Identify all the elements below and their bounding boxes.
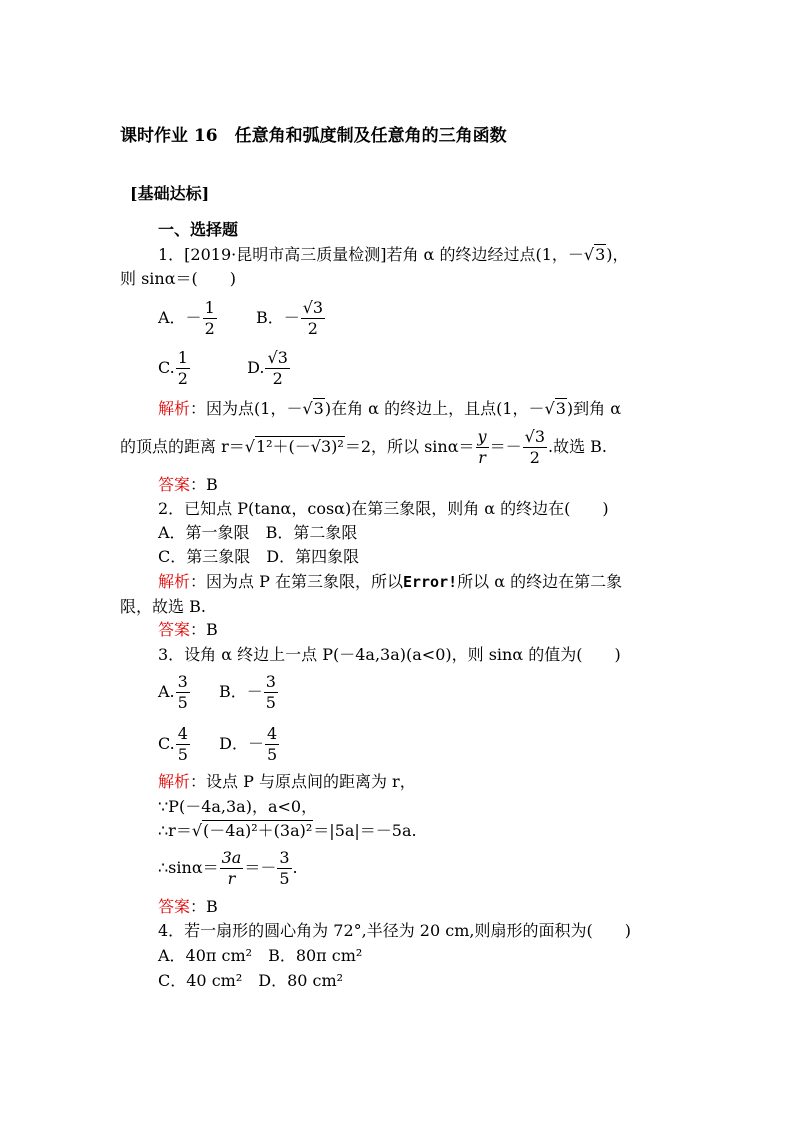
- q2-options-ab: A．第一象限 B．第二象限: [158, 523, 358, 542]
- fraction: $\frac{y}{r}$: [477, 427, 487, 467]
- fraction: $\frac{3a}{r}$: [221, 848, 242, 888]
- q2-stem: 2．已知点 P(tanα，cosα)在第三象限，则角 α 的终边在( ): [158, 499, 609, 518]
- answer-label: 答案: [158, 475, 191, 494]
- q2-explanation-line1: 解析：因为点 P 在第三象限，所以Error!所以 α 的终边在第二象: [158, 572, 623, 591]
- q4-stem: 4．若一扇形的圆心角为 72°,半径为 20 cm,则扇形的面积为( ): [158, 921, 631, 940]
- jiexi-label: 解析: [158, 772, 191, 791]
- jiexi-label: 解析: [158, 572, 191, 591]
- section-heading: [基础达标]: [130, 184, 210, 203]
- sqrt-3: √3: [583, 245, 606, 264]
- fraction: $\frac{√3}{2}$: [524, 427, 545, 467]
- q4-options-cd: C．40 cm² D．80 cm²: [158, 971, 344, 990]
- fraction: $\frac{1}{2}$: [177, 348, 188, 388]
- q1-answer: 答案：B: [158, 475, 218, 494]
- page-title: 课时作业 16 任意角和弧度制及任意角的三角函数: [120, 126, 507, 146]
- q1-options-cd: C. $\frac{1}{2}$ D. $\frac{√3}{2}$: [158, 348, 288, 388]
- q2-options-cd: C．第三象限 D．第四象限: [158, 547, 360, 566]
- fraction: $\frac{4}{5}$: [177, 724, 188, 764]
- q3-explanation-line3: ∴r＝√(－4a)²＋(3a)²＝|5a|＝－5a.: [158, 821, 417, 840]
- fraction: $\frac{3}{5}$: [177, 672, 188, 712]
- q3-options-cd: C. $\frac{4}{5}$ D．－ $\frac{4}{5}$: [158, 724, 278, 764]
- fraction: $\frac{3}{5}$: [279, 848, 290, 888]
- sqrt-expression: √(－4a)²＋(3a)²: [191, 821, 313, 840]
- q3-stem: 3．设角 α 终边上一点 P(－4a,3a)(a<0)，则 sinα 的值为( ): [158, 645, 621, 664]
- q1-stem: 1．[2019·昆明市高三质量检测]若角 α 的终边经过点(1，－√3)，: [158, 245, 629, 264]
- part-heading: 一、选择题: [158, 220, 239, 239]
- answer-label: 答案: [158, 897, 191, 916]
- answer-label: 答案: [158, 620, 191, 639]
- q3-explanation-line2: ∵P(－4a,3a)，a<0，: [158, 797, 318, 816]
- q1-stem-cont: 则 sinα＝( ): [120, 269, 237, 288]
- q1-options-ab: A．－ $\frac{1}{2}$ B．－ $\frac{√3}{2}$: [158, 298, 324, 338]
- fraction: $\frac{√3}{2}$: [267, 348, 288, 388]
- q2-explanation-line2: 限，故选 B.: [120, 597, 206, 616]
- error-placeholder: Error!: [402, 573, 458, 591]
- q4-options-ab: A．40π cm² B．80π cm²: [158, 946, 363, 965]
- q3-explanation-line1: 解析：设点 P 与原点间的距离为 r，: [158, 772, 416, 791]
- fraction: $\frac{4}{5}$: [266, 724, 278, 764]
- sqrt-expression: √1²＋(－√3)²: [244, 437, 344, 456]
- q1-explanation-line2: 的顶点的距离 r＝√1²＋(－√3)²＝2，所以 sinα＝ $\frac{y}{r}$ ＝－ $\frac{√3}{2}$ .故选 B.: [120, 427, 608, 467]
- q3-explanation-line4: ∴sinα＝ $\frac{3a}{r}$ ＝－ $\frac{3}{5}$ .: [158, 848, 298, 888]
- fraction: $\frac{1}{2}$: [204, 298, 215, 338]
- q2-answer: 答案：B: [158, 620, 218, 639]
- q1-explanation-line1: 解析：因为点(1，－√3)在角 α 的终边上，且点(1，－√3)到角 α: [158, 399, 622, 418]
- q3-options-ab: A. $\frac{3}{5}$ B．－ $\frac{3}{5}$: [158, 672, 276, 712]
- fraction: $\frac{√3}{2}$: [302, 298, 324, 338]
- fraction: $\frac{3}{5}$: [265, 672, 276, 712]
- jiexi-label: 解析: [158, 399, 191, 418]
- q3-answer: 答案：B: [158, 897, 218, 916]
